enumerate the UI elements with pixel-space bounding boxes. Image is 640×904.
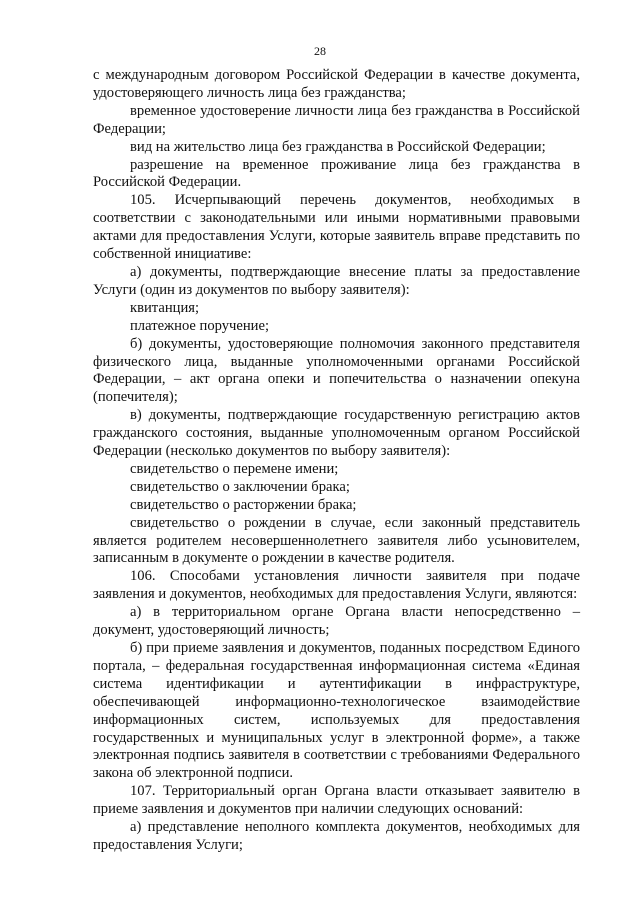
paragraph-receipt: квитанция; <box>130 299 200 316</box>
paragraph-105-v: в) документы, подтверждающие государственную регистрацию актов гражданского состояния, выданные уполномоченным органом Российской Федерации (несколько документов по выбору заявителя): <box>93 407 580 460</box>
paragraph-105: 105. Исчерпывающий перечень документов, необходимых в соответствии с законодательными или иными нормативными правовыми актами для предоставления Услуги, которые заявитель вправе представить по собственной инициативе: <box>93 192 580 263</box>
document-body <box>93 67 580 855</box>
paragraph-105-b: б) документы, удостоверяющие полномочия законного представителя физического лица, выданные уполномоченными органами Российской Федерации, – акт органа опеки и попечительства о назначении опекуна (попечителя); <box>93 335 580 406</box>
paragraph-107-a: а) представление неполного комплекта документов, необходимых для предоставления Услуги; <box>93 819 580 853</box>
paragraph-residence-permit: вид на жительство лица без гражданства в Российской Федерации; <box>130 138 546 155</box>
paragraph-temporary-residence-permit: разрешение на временное проживание лица без гражданства в Российской Федерации. <box>93 156 580 191</box>
paragraph-id-document-continuation: с международным договором Российской Федерации в качестве документа, удостоверяющего личность лица без гражданства; <box>93 67 580 101</box>
paragraph-106-a: а) в территориальном органе Органа власти непосредственно – документ, удостоверяющий личность; <box>93 604 580 639</box>
paragraph-divorce-certificate: свидетельство о расторжении брака; <box>130 496 357 513</box>
paragraph-birth-certificate: свидетельство о рождении в случае, если законный представитель является родителем несовершеннолетнего заявителя либо усыновителем, записанным в документе о рождении в качестве родителя. <box>93 514 580 567</box>
paragraph-106: 106. Способами установления личности заявителя при подаче заявления и документов, необходимых для предоставления Услуги, являются: <box>93 568 580 603</box>
page-number: 28 <box>314 44 326 58</box>
paragraph-temporary-certificate: временное удостоверение личности лица без гражданства в Российской Федерации; <box>93 102 580 137</box>
paragraph-payment-order: платежное поручение; <box>130 317 270 334</box>
paragraph-marriage-certificate: свидетельство о заключении брака; <box>130 478 350 495</box>
paragraph-105-a: а) документы, подтверждающие внесение платы за предоставление Услуги (один из документов по выбору заявителя): <box>93 263 580 298</box>
paragraph-107: 107. Территориальный орган Органа власти отказывает заявителю в приеме заявления и документов при наличии следующих оснований: <box>93 783 580 818</box>
paragraph-name-change-certificate: свидетельство о перемене имени; <box>130 460 339 477</box>
paragraph-106-b: б) при приеме заявления и документов, поданных посредством Единого портала, – федеральная государственная информационная система «Единая система идентификации и аутентификации в инфраструктуре, обеспечивающей информационно-технологическое взаимодействие информационных систем, используемых для предоставления государственных и муниципальных услуг в электронной форме», а также электронная подпись заявителя в соответствии с требованиями Федерального закона об электронной подписи. <box>93 640 580 782</box>
